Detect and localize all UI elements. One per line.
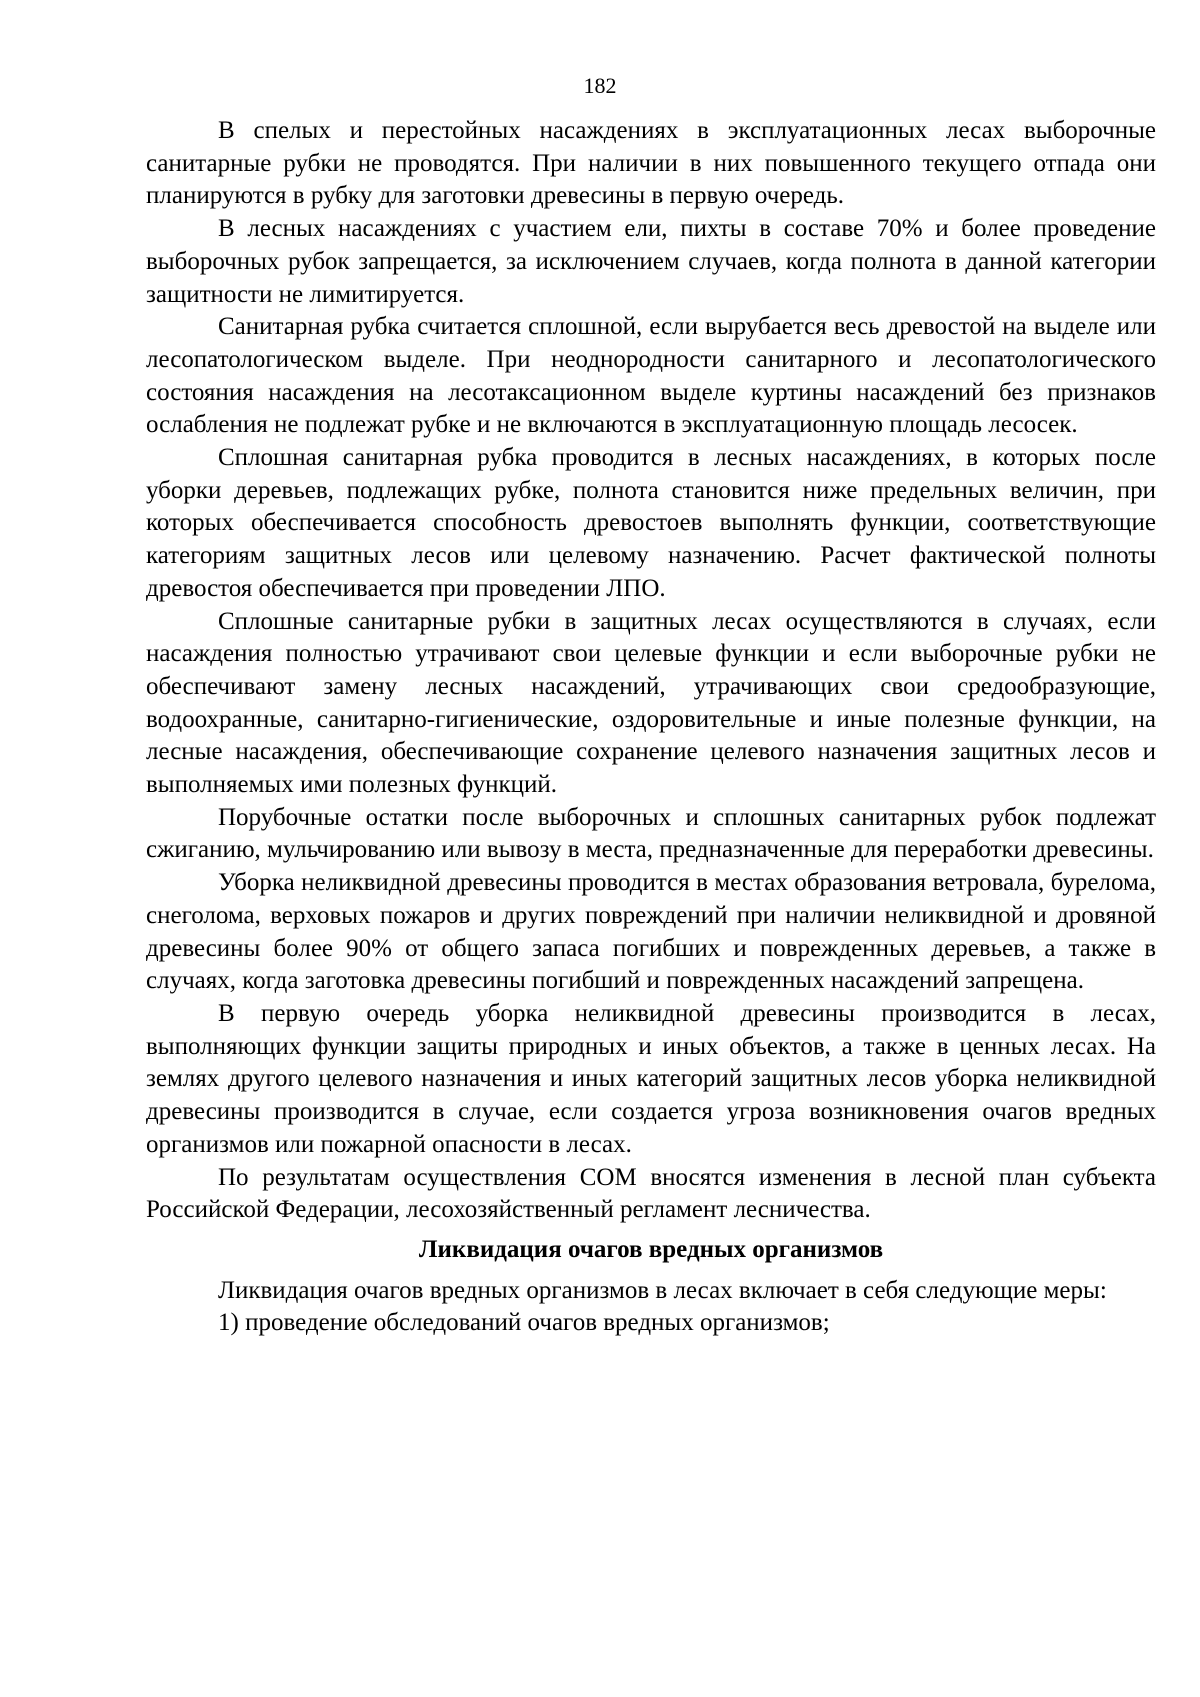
paragraph: Сплошная санитарная рубка проводится в лесных насаждениях, в которых после уборки деревьев, подлежащих рубке, полнота становится ниже предельных величин, при которых обеспечивается способность древостоев выполнять функции, соответствующие категориям защитных лесов или целевому назначению. Расчет фактической полноты древостоя обеспечивается при проведении ЛПО.: [146, 444, 1156, 602]
paragraph: В лесных насаждениях с участием ели, пихты в составе 70% и более проведение выборочных рубок запрещается, за исключением случаев, когда полнота в данной категории защитности не лимитируется.: [146, 215, 1156, 308]
page-body: [146, 115, 1156, 1340]
paragraph: Порубочные остатки после выборочных и сплошных санитарных рубок подлежат сжиганию, мульчированию или вывозу в места, предназначенные для переработки древесины.: [146, 803, 1156, 864]
paragraph: В первую очередь уборка неликвидной древесины производится в лесах, выполняющих функции защиты природных и иных объектов, а также в ценных лесах. На землях другого целевого назначения и иных категорий защитных лесов уборка неликвидной древесины производится в случае, если создается угроза возникновения очагов вредных организмов или пожарной опасности в лесах.: [146, 999, 1156, 1158]
section-heading: Ликвидация очагов вредных организмов: [418, 1235, 884, 1263]
paragraph: Сплошные санитарные рубки в защитных лесах осуществляются в случаях, если насаждения полностью утрачивают свои целевые функции и если выборочные рубки не обеспечивают замену лесных насаждений, утрачивающих свои средообразующие, водоохранные, санитарно-гигиенические, оздоровительные и иные полезные функции, на лесные насаждения, обеспечивающие сохранение целевого назначения защитных лесов и выполняемых ими полезных функций.: [146, 607, 1156, 799]
paragraph: Уборка неликвидной древесины проводится в местах образования ветровала, бурелома, снеголома, верховых пожаров и других повреждений при наличии неликвидной и дровяной древесины более 90% от общего запаса погибших и поврежденных деревьев, а также в случаях, когда заготовка древесины погибший и поврежденных насаждений запрещена.: [146, 869, 1156, 995]
paragraph: Ликвидация очагов вредных организмов в лесах включает в себя следующие меры:: [218, 1276, 1107, 1304]
paragraph: В спелых и перестойных насаждениях в эксплуатационных лесах выборочные санитарные рубки не проводятся. При наличии в них повышенного текущего отпада они планируются в рубку для заготовки древесины в первую очередь.: [146, 117, 1156, 210]
paragraph: По результатам осуществления СОМ вносятся изменения в лесной план субъекта Российской Федерации, лесохозяйственный регламент лесничества.: [146, 1163, 1156, 1224]
paragraph: Санитарная рубка считается сплошной, если вырубается весь древостой на выделе или лесопатологическом выделе. При неоднородности санитарного и лесопатологического состояния насаждения на лесотаксационном выделе куртины насаждений без признаков ослабления не подлежат рубке и не включаются в эксплуатационную площадь лесосек.: [146, 313, 1156, 439]
page-number: 182: [583, 73, 617, 98]
list-item: 1) проведение обследований очагов вредных организмов;: [218, 1309, 830, 1337]
